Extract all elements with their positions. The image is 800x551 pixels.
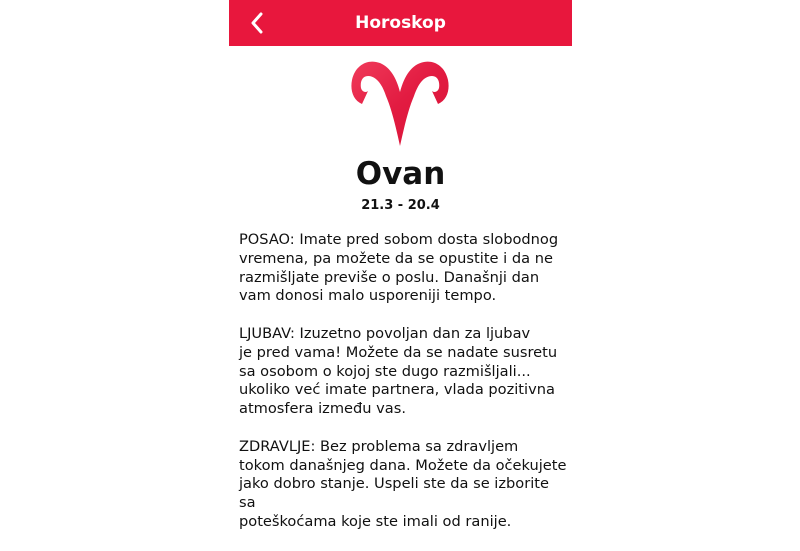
app-header <box>229 0 572 46</box>
sign-name: Ovan <box>355 156 446 192</box>
sign-dates: 21.3 - 20.4 <box>361 198 440 213</box>
horoscope-content <box>239 231 569 551</box>
section-posao: POSAO: Imate pred sobom dosta slobodnog vremena, pa možete da se opustite i da ne razmišljate previše o poslu. Današnji dan vam donosi malo usporeniji tempo. <box>239 231 559 305</box>
app-screen <box>229 0 572 533</box>
aries-icon <box>350 58 450 150</box>
section-ljubav: LJUBAV: Izuzetno povoljan dan za ljubav je pred vama! Možete da se nadate susretu sa osobom o kojoj ste dugo razmišljali... ukoliko već imate partnera, vlada pozitivna atmosfera između vas. <box>239 324 558 418</box>
page-title: Horoskop <box>355 13 446 33</box>
section-zdravlje: ZDRAVLJE: Bez problema sa zdravljem tokom današnjeg dana. Možete da očekujete jako dobro stanje. Uspeli ste da se izborite sa poteškoćama koje ste imali od ranije. <box>239 437 567 530</box>
